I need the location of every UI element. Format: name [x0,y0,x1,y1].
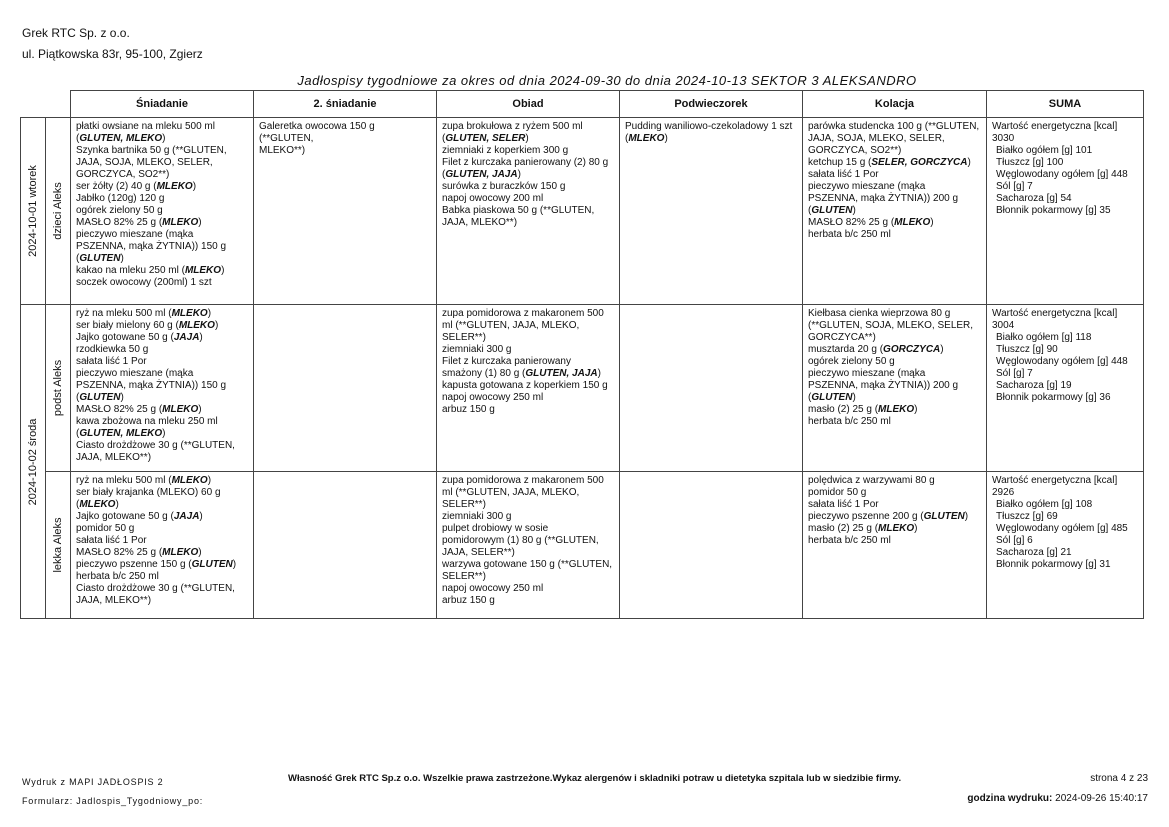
cell-line: 3030 [992,133,1015,144]
cell-line: Białko ogółem [g] 101 [996,145,1093,156]
cell-line: 3004 [992,320,1015,331]
cell-line: JAJA, SOJA, MLEKO, SELER, [808,133,945,144]
cell-line: pieczywo mieszane (mąka [808,368,926,379]
cell-line: Błonnik pokarmowy [g] 35 [996,205,1111,216]
cell-line: Wartość energetyczna [kcal] [992,308,1118,319]
cell-line: Filet z kurczaka panierowany [442,356,571,367]
cell-line: (GLUTEN, SELER) [442,133,529,144]
allergen-text: MLEKO [79,499,116,510]
print-source: Wydruk z MAPI JADŁOSPIS 2 [22,777,164,787]
cell-line: GORCZYCA, SO2**) [808,145,902,156]
cell-line: PSZENNA, mąka ŻYTNIA)) 200 g [808,380,959,391]
allergen-text: GLUTEN [191,559,233,570]
cell-line: napoj owocowy 250 ml [442,392,544,403]
cell-line: (**GLUTEN, SOJA, MLEKO, SELER, [808,320,974,331]
allergen-text: MLEKO [156,181,193,192]
cell-line: kawa zbożowa na mleku 250 ml [76,416,218,427]
allergen-text: GLUTEN [923,511,965,522]
cell-line: musztarda 20 g (GORCZYCA) [808,344,944,355]
allergen-text: MLEKO [162,217,199,228]
cell-line: Galeretka owocowa 150 g (**GLUTEN, [259,121,375,144]
meal-cell-breakfast [71,118,254,305]
cell-line: Jajko gotowane 50 g (JAJA) [76,332,203,343]
day-cell [21,305,46,619]
meal-cell-afternoon-snack [620,472,803,619]
allergen-text: MLEKO [184,265,222,276]
cell-line: pomidor 50 g [76,523,135,534]
cell-line: (MLEKO) [76,499,119,510]
cell-line: JAJA, MLEKO**) [442,217,518,228]
print-timestamp [967,793,1148,804]
table-row [21,472,1144,619]
nutrition-summary [987,118,1144,305]
print-info [22,773,203,811]
allergen-text: MLEKO [171,475,208,486]
allergen-text: MLEKO [894,217,931,228]
company-name: Grek RTC Sp. z o.o. [22,26,130,40]
diet-name: dzieci Aleks [52,182,64,240]
cell-line: JAJA, SOJA, MLEKO, SELER, [76,157,213,168]
meal-cell-dinner [803,305,987,472]
cell-line: ryż na mleku 500 ml (MLEKO) [76,475,212,486]
cell-line: zupa brokułowa z ryżem 500 ml [442,121,583,132]
cell-line: płatki owsiane na mleku 500 ml [76,121,215,132]
cell-line: pomidorowym (1) 80 g (**GLUTEN, [442,535,599,546]
company-address: ul. Piątkowska 83r, 95-100, Zgierz [22,47,203,61]
cell-line: herbata b/c 250 ml [808,416,891,427]
nutrition-summary [987,472,1144,619]
cell-line: masło (2) 25 g (MLEKO) [808,404,918,415]
cell-line: Ciasto drożdżowe 30 g (**GLUTEN, [76,440,235,451]
cell-line: Jajko gotowane 50 g (JAJA) [76,511,203,522]
allergen-text: GLUTEN [79,253,121,264]
cell-line: napoj owocowy 250 ml [442,583,544,594]
meal-cell-breakfast [71,305,254,472]
day-date: 2024-10-02 środa [27,418,39,505]
cell-line: Pudding waniliowo-czekoladowy 1 szt [625,121,793,132]
cell-line: Białko ogółem [g] 118 [996,332,1092,343]
cell-line: MASŁO 82% 25 g (MLEKO) [76,547,202,558]
cell-line: (GLUTEN, MLEKO) [76,428,166,439]
allergen-text: GLUTEN, SELER [445,133,526,144]
cell-line: Szynka bartnika 50 g (**GLUTEN, [76,145,227,156]
diet-name: lekka Aleks [52,517,64,573]
cell-line: Węglowodany ogółem [g] 485 [996,523,1128,534]
cell-line: (GLUTEN) [808,205,856,216]
cell-line: MASŁO 82% 25 g (MLEKO) [808,217,934,228]
cell-line: SELER**) [442,571,486,582]
cell-line: soczek owocowy (200ml) 1 szt [76,277,212,288]
cell-line: Babka piaskowa 50 g (**GLUTEN, [442,205,595,216]
allergen-text: GLUTEN, MLEKO [79,428,163,439]
cell-line: Tłuszcz [g] 69 [996,511,1058,522]
cell-line: Wartość energetyczna [kcal] [992,475,1118,486]
cell-line: (MLEKO) [625,133,668,144]
cell-line: PSZENNA, mąka ŻYTNIA)) 150 g [76,241,227,252]
cell-line: Błonnik pokarmowy [g] 36 [996,392,1111,403]
cell-line: ml (**GLUTEN, JAJA, MLEKO, [442,487,580,498]
cell-line: (GLUTEN, MLEKO) [76,133,166,144]
meal-cell-second-breakfast [254,118,437,305]
form-name: Formularz: Jadlospis_Tygodniowy_po: [22,796,204,806]
cell-line: Sól [g] 7 [996,181,1033,192]
cell-line: warzywa gotowane 150 g (**GLUTEN, [442,559,613,570]
cell-line: Ciasto drożdżowe 30 g (**GLUTEN, [76,583,235,594]
cell-line: Tłuszcz [g] 90 [996,344,1058,355]
allergen-text: SELER, GORCZYCA [871,157,968,168]
meal-cell-second-breakfast [254,472,437,619]
cell-line: ogórek zielony 50 g [76,205,163,216]
cell-line: 2926 [992,487,1015,498]
allergen-text: GLUTEN, JAJA [445,169,518,180]
print-time-label: godzina wydruku: [967,793,1053,804]
allergen-text: GLUTEN, MLEKO [79,133,163,144]
cell-line: ser biały krajanka (MLEKO) 60 g [76,487,221,498]
allergen-text: GLUTEN [811,392,853,403]
cell-line: surówka z buraczków 150 g [442,181,566,192]
cell-line: ser biały mielony 60 g (MLEKO) [76,320,219,331]
cell-line: ziemniaki 300 g [442,344,512,355]
cell-line: sałata liść 1 Por [76,535,147,546]
cell-line: smażony (1) 80 g (GLUTEN, JAJA) [442,368,601,379]
cell-line: ogórek zielony 50 g [808,356,895,367]
day-cell [21,118,46,305]
diet-cell [46,472,71,619]
page-number: strona 4 z 23 [1090,773,1148,784]
cell-line: arbuz 150 g [442,595,495,606]
cell-line: herbata b/c 250 ml [76,571,159,582]
page-title: Jadłospisy tygodniowe za okres od dnia 2024-09-30 do dnia 2024-10-13 SEKTOR 3 ALEKSANDRO [297,73,917,88]
column-header-dinner: Kolacja [803,91,987,118]
cell-line: Białko ogółem [g] 108 [996,499,1093,510]
cell-line: Filet z kurczaka panierowany (2) 80 g [442,157,609,168]
cell-line: herbata b/c 250 ml [808,535,891,546]
cell-line: zupa pomidorowa z makaronem 500 [442,308,604,319]
allergen-text: GLUTEN [79,392,121,403]
meal-cell-lunch [437,118,620,305]
cell-line: herbata b/c 250 ml [808,229,891,240]
cell-line: Węglowodany ogółem [g] 448 [996,169,1128,180]
cell-line: MASŁO 82% 25 g (MLEKO) [76,404,202,415]
cell-line: masło (2) 25 g (MLEKO) [808,523,918,534]
cell-line: (GLUTEN) [808,392,856,403]
cell-line: ser żółty (2) 40 g (MLEKO) [76,181,197,192]
cell-line: sałata liść 1 Por [808,169,879,180]
cell-line: pieczywo pszenne 150 g (GLUTEN) [76,559,237,570]
diet-cell [46,305,71,472]
cell-line: zupa pomidorowa z makaronem 500 [442,475,604,486]
column-header-lunch: Obiad [437,91,620,118]
corner-blank-2 [46,91,71,118]
cell-line: pieczywo pszenne 200 g (GLUTEN) [808,511,969,522]
cell-line: Sacharoza [g] 19 [996,380,1072,391]
allergen-text: MLEKO [162,404,199,415]
meal-cell-afternoon-snack [620,305,803,472]
cell-line: JAJA, SELER**) [442,547,515,558]
cell-line: Wartość energetyczna [kcal] [992,121,1118,132]
nutrition-summary [987,305,1144,472]
cell-line: ml (**GLUTEN, JAJA, MLEKO, [442,320,580,331]
cell-line: GORCZYCA, SO2**) [76,169,170,180]
cell-line: arbuz 150 g [442,404,495,415]
cell-line: Węglowodany ogółem [g] 448 [996,356,1128,367]
cell-line: kapusta gotowana z koperkiem 150 g [442,380,608,391]
company-block [22,23,203,65]
table-row [21,118,1144,305]
cell-line: Sacharoza [g] 21 [996,547,1072,558]
cell-line: parówka studencka 100 g (**GLUTEN, [808,121,980,132]
cell-line: Jabłko (120g) 120 g [76,193,165,204]
cell-line: (GLUTEN) [76,392,124,403]
cell-line: MASŁO 82% 25 g (MLEKO) [76,217,202,228]
allergen-text: GLUTEN, JAJA [525,368,598,379]
meal-cell-dinner [803,118,987,305]
allergen-text: MLEKO [878,523,915,534]
cell-line: napoj owocowy 200 ml [442,193,544,204]
column-header-breakfast: Śniadanie [71,91,254,118]
column-header-afternoon-snack: Podwieczorek [620,91,803,118]
cell-line: PSZENNA, mąka ŻYTNIA)) 150 g [76,380,227,391]
column-header-sum: SUMA [987,91,1144,118]
cell-line: JAJA, MLEKO**) [76,452,152,463]
header-row [21,91,1144,118]
menu-table [20,90,1144,619]
cell-line: Tłuszcz [g] 100 [996,157,1064,168]
cell-line: (GLUTEN, JAJA) [442,169,521,180]
allergen-text: MLEKO [878,404,915,415]
cell-line: pieczywo mieszane (mąka [808,181,926,192]
allergen-text: MLEKO [171,308,208,319]
meal-cell-breakfast [71,472,254,619]
cell-line: sałata liść 1 Por [808,499,879,510]
cell-line: Sacharoza [g] 54 [996,193,1072,204]
cell-line: Sól [g] 6 [996,535,1033,546]
cell-line: kakao na mleku 250 ml (MLEKO) [76,265,225,276]
allergen-text: JAJA [173,511,200,522]
cell-line: ziemniaki z koperkiem 300 g [442,145,569,156]
ownership-notice: Własność Grek RTC Sp.z o.o. Wszelkie prawa zastrzeżone.Wykaz alergenów i skladniki potraw u dietetyka szpitala lub w siedzibie firmy. [288,773,902,784]
column-header-second-breakfast: 2. śniadanie [254,91,437,118]
print-time-value: 2024-09-26 15:40:17 [1055,793,1148,804]
meal-cell-afternoon-snack [620,118,803,305]
cell-line: MLEKO**) [259,145,306,156]
allergen-text: MLEKO [178,320,215,331]
cell-line: pieczywo mieszane (mąka [76,368,194,379]
cell-line: Kiełbasa cienka wieprzowa 80 g [808,308,951,319]
cell-line: pieczywo mieszane (mąka [76,229,194,240]
cell-line: ziemniaki 300 g [442,511,512,522]
cell-line: pomidor 50 g [808,487,867,498]
meal-cell-lunch [437,305,620,472]
diet-cell [46,118,71,305]
cell-line: Błonnik pokarmowy [g] 31 [996,559,1111,570]
diet-name: podst Aleks [52,359,64,417]
meal-cell-second-breakfast [254,305,437,472]
cell-line: ketchup 15 g (SELER, GORCZYCA) [808,157,971,168]
cell-line: rzodkiewka 50 g [76,344,149,355]
cell-line: polędwica z warzywami 80 g [808,475,935,486]
day-date: 2024-10-01 wtorek [27,165,39,257]
cell-line: JAJA, MLEKO**) [76,595,152,606]
cell-line: GORCZYCA**) [808,332,876,343]
cell-line: SELER**) [442,499,486,510]
cell-line: Sól [g] 7 [996,368,1033,379]
allergen-text: MLEKO [628,133,665,144]
meal-cell-lunch [437,472,620,619]
allergen-text: MLEKO [162,547,199,558]
corner-blank [21,91,46,118]
cell-line: ryż na mleku 500 ml (MLEKO) [76,308,212,319]
cell-line: sałata liść 1 Por [76,356,147,367]
cell-line: SELER**) [442,332,486,343]
allergen-text: GLUTEN [811,205,853,216]
cell-line: PSZENNA, mąka ŻYTNIA)) 200 g [808,193,959,204]
cell-line: pulpet drobiowy w sosie [442,523,549,534]
table-row [21,305,1144,472]
allergen-text: GORCZYCA [883,344,941,355]
allergen-text: JAJA [173,332,200,343]
meal-cell-dinner [803,472,987,619]
cell-line: (GLUTEN) [76,253,124,264]
